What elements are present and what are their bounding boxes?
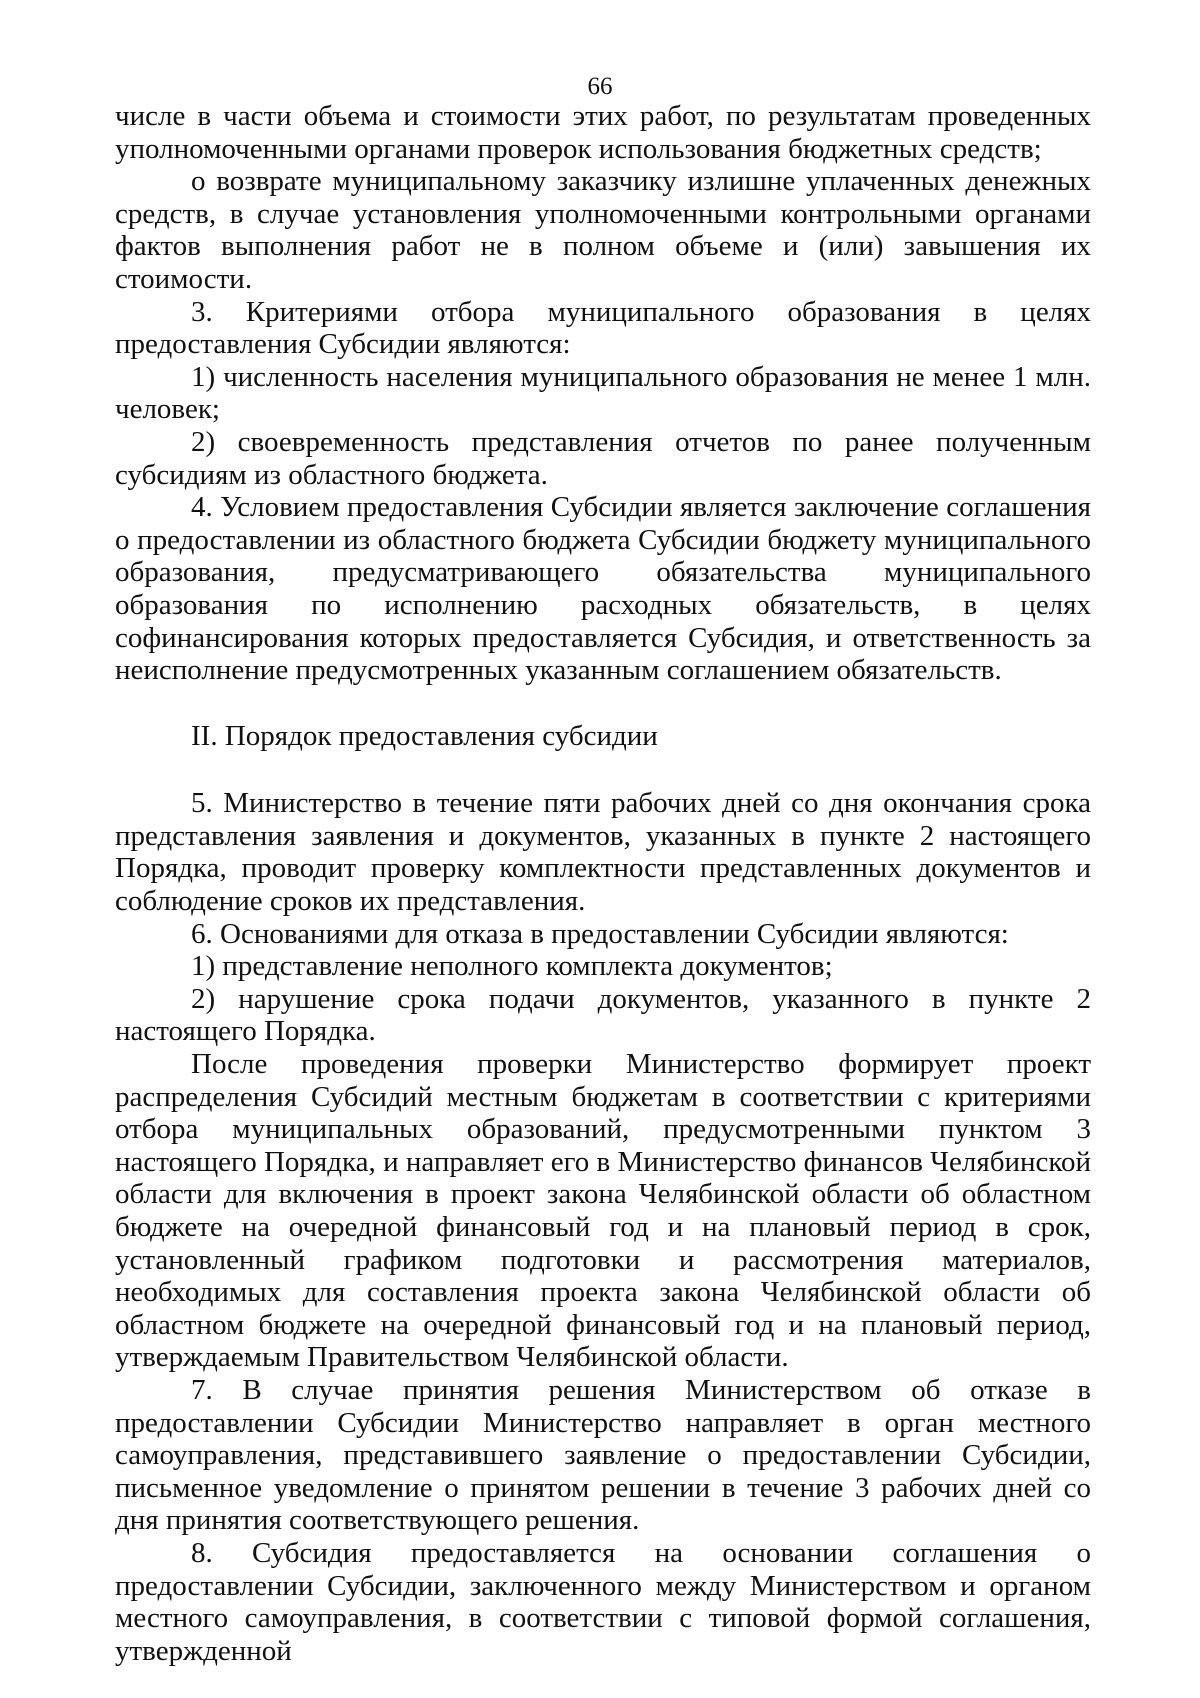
paragraph-clause-7: 7. В случае принятия решения Министерством об отказе в предоставлении Субсидии Министерство направляет в орган местного самоуправления, представившего заявление о предоставлении Субсидии, письменное уведомление о принятом решении в течение 3 рабочих дней со дня принятия соответствующего решения. [115,1373,1091,1537]
paragraph-criterion-1: 1) численность населения муниципального образования не менее 1 млн. человек; [115,360,1091,426]
paragraph-clause-5: 5. Министерство в течение пяти рабочих дней со дня окончания срока представления заявления и документов, указанных в пункте 2 настоящего Порядка, проводит проверку комплектности представленных документов и соблюдение сроков их представления. [115,787,1091,918]
paragraph-criteria-3: 3. Критериями отбора муниципального образования в целях предоставления Субсидии являются: [115,295,1091,361]
document-body [115,100,1091,1667]
paragraph-distribution: После проведения проверки Министерство формирует проект распределения Субсидий местным бюджетам в соответствии с критериями отбора муниципальных образований, предусмотренными пунктом 3 настоящего Порядка, и направляет его в Министерство финансов Челябинской области для включения в проект закона Челябинской области об областном бюджете на очередной финансовый год и на плановый период в срок, установленный графиком подготовки и рассмотрения материалов, необходимых для составления проекта закона Челябинской области об областном бюджете на очередной финансовый год и на плановый период, утверждаемым Правительством Челябинской области. [115,1048,1091,1374]
page-number: 66 [587,73,613,100]
paragraph-refusal-2: 2) нарушение срока подачи документов, указанного в пункте 2 настоящего Порядка. [115,982,1091,1048]
paragraph-condition-4: 4. Условием предоставления Субсидии является заключение соглашения о предоставлении из областного бюджета Субсидии бюджету муниципального образования, предусматривающего обязательства муниципального образования по исполнению расходных обязательств, в целях софинансирования которых предоставляется Субсидия, и ответственность за неисполнение предусмотренных указанным соглашением обязательств. [115,491,1091,687]
paragraph-continuation: числе в части объема и стоимости этих работ, по результатам проведенных уполномоченными органами проверок использования бюджетных средств; [115,100,1091,165]
paragraph-refusal-1: 1) представление неполного комплекта документов; [191,950,833,983]
paragraph-clause-6: 6. Основаниями для отказа в предоставлении Субсидии являются: [191,917,1009,950]
paragraph-criterion-2: 2) своевременность представления отчетов по ранее полученным субсидиям из областного бюджета. [115,425,1091,491]
paragraph-clause-8: 8. Субсидия предоставляется на основании соглашения о предоставлении Субсидии, заключенного между Министерством и органом местного самоуправления, в соответствии с типовой формой соглашения, утвержденной [115,1536,1091,1667]
paragraph-refund: о возврате муниципальному заказчику излишне уплаченных денежных средств, в случае установления уполномоченными контрольными органами фактов выполнения работ не в полном объеме и (или) завышения их стоимости. [115,165,1091,295]
section-heading: II. Порядок предоставления субсидии [191,719,658,752]
